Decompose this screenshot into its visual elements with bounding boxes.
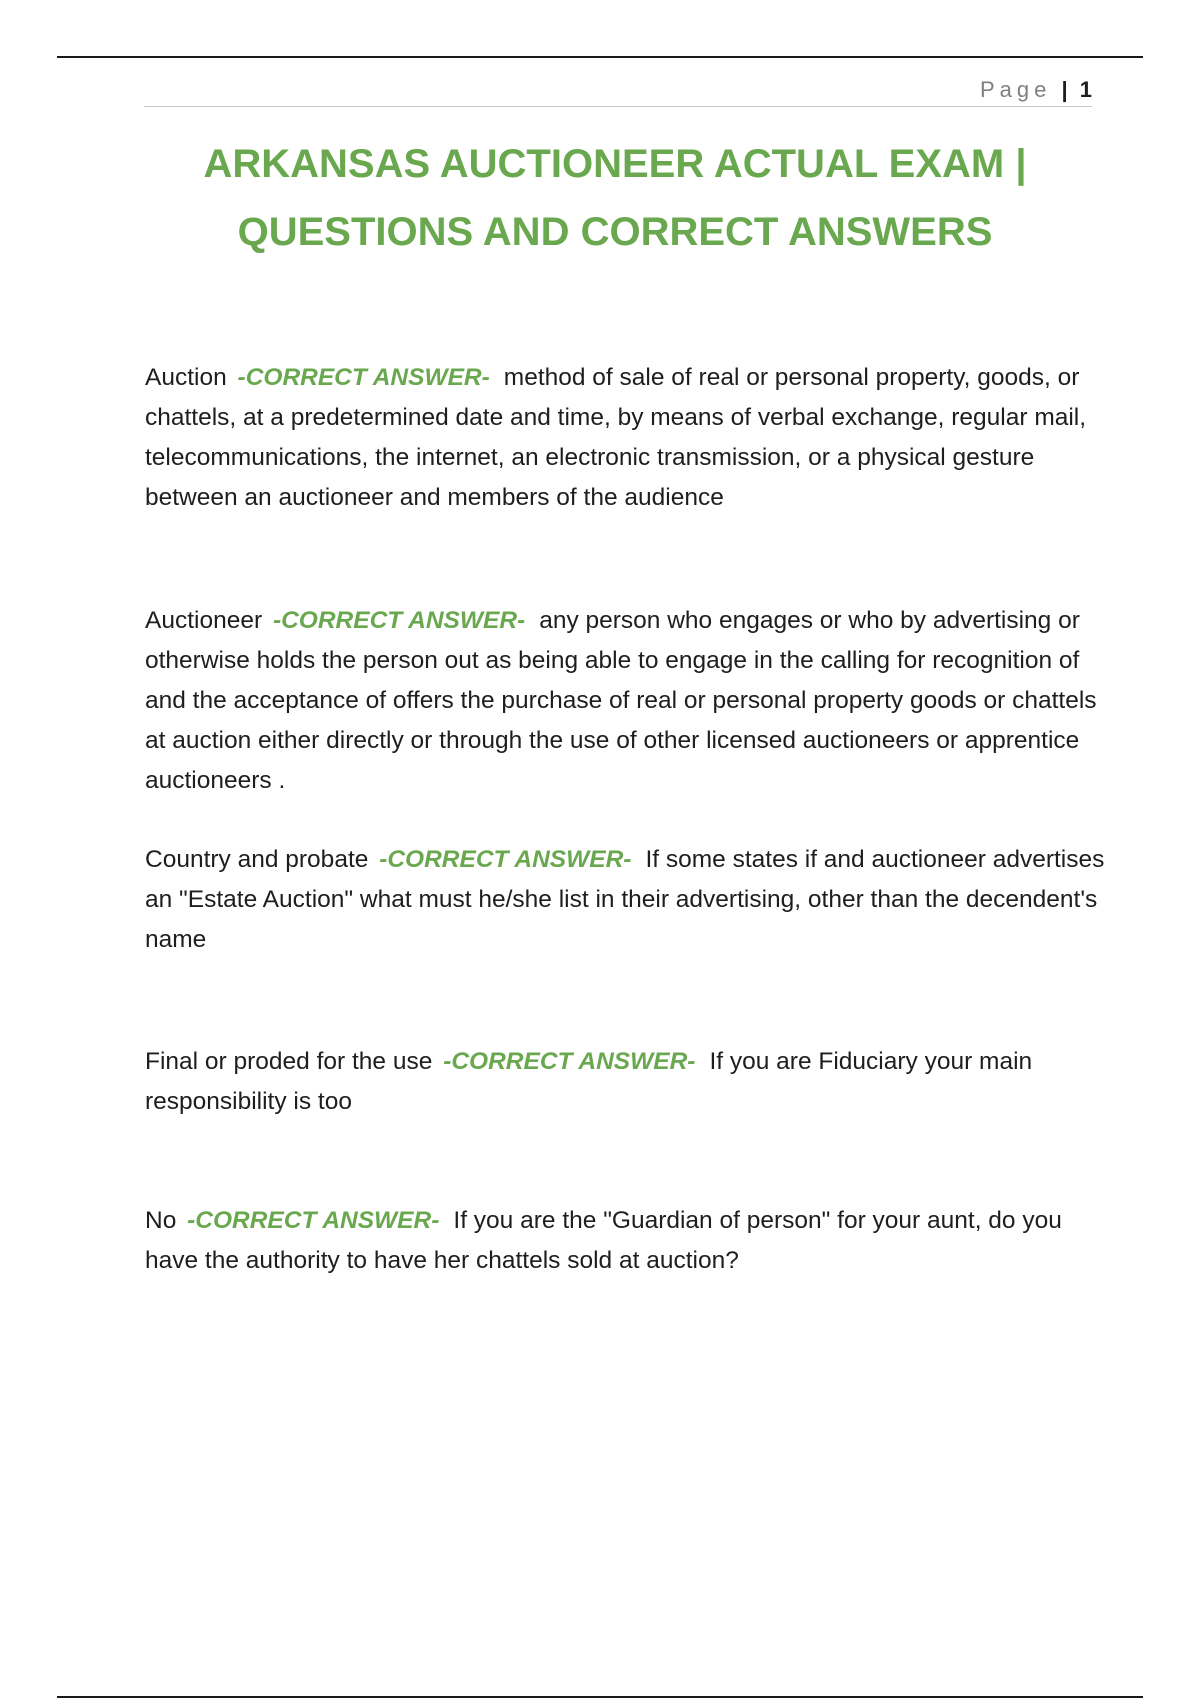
qa-text: If you are the "Guardian of person" for your aunt, do you have the authority to have her chattels sold at auction? <box>145 1207 1062 1274</box>
qa-text: any person who engages or who by advertising or otherwise holds the person out as being able to engage in the calling for recognition of and the acceptance of offers the purchase of real or personal property goods or chattels at auction either directly or through the use of other licensed auctioneers or apprentice auctioneers . <box>145 607 1097 794</box>
top-border-rule <box>57 56 1143 58</box>
qa-term: No <box>145 1207 177 1234</box>
qa-term: Auctioneer <box>145 607 263 634</box>
correct-answer-marker: -CORRECT ANSWER- <box>237 364 490 391</box>
qa-item-country-and-probate <box>145 840 1105 960</box>
qa-item-auctioneer <box>145 601 1105 801</box>
page-number: 1 <box>1079 77 1092 102</box>
document-title: ARKANSAS AUCTIONEER ACTUAL EXAM | QUESTIONS AND CORRECT ANSWERS <box>203 142 1027 254</box>
page-separator: | <box>1061 77 1068 102</box>
page-header <box>144 74 1092 107</box>
page-label: Page <box>979 77 1052 102</box>
qa-item-guardian <box>145 1201 1105 1281</box>
qa-term: Country and probate <box>145 846 369 873</box>
qa-text: method of sale of real or personal property, goods, or chattels, at a predetermined date and time, by means of verbal exchange, regular mail, telecommunications, the internet, an electronic transmission, or a physical gesture between an auctioneer and members of the audience <box>145 364 1087 511</box>
bottom-border-rule <box>57 1696 1143 1698</box>
qa-text: If some states if and auctioneer advertises an "Estate Auction" what must he/she list in their advertising, other than the decendent's name <box>145 846 1105 953</box>
correct-answer-marker: -CORRECT ANSWER- <box>272 607 526 634</box>
correct-answer-marker: -CORRECT ANSWER- <box>187 1207 440 1234</box>
correct-answer-marker: -CORRECT ANSWER- <box>443 1048 696 1075</box>
qa-text: If you are Fiduciary your main responsibility is too <box>145 1048 1033 1115</box>
qa-item-auction <box>145 358 1105 518</box>
qa-term: Auction <box>145 364 227 391</box>
qa-term: Final or proded for the use <box>145 1048 433 1075</box>
correct-answer-marker: -CORRECT ANSWER- <box>379 846 632 873</box>
qa-item-fiduciary <box>145 1042 1105 1122</box>
